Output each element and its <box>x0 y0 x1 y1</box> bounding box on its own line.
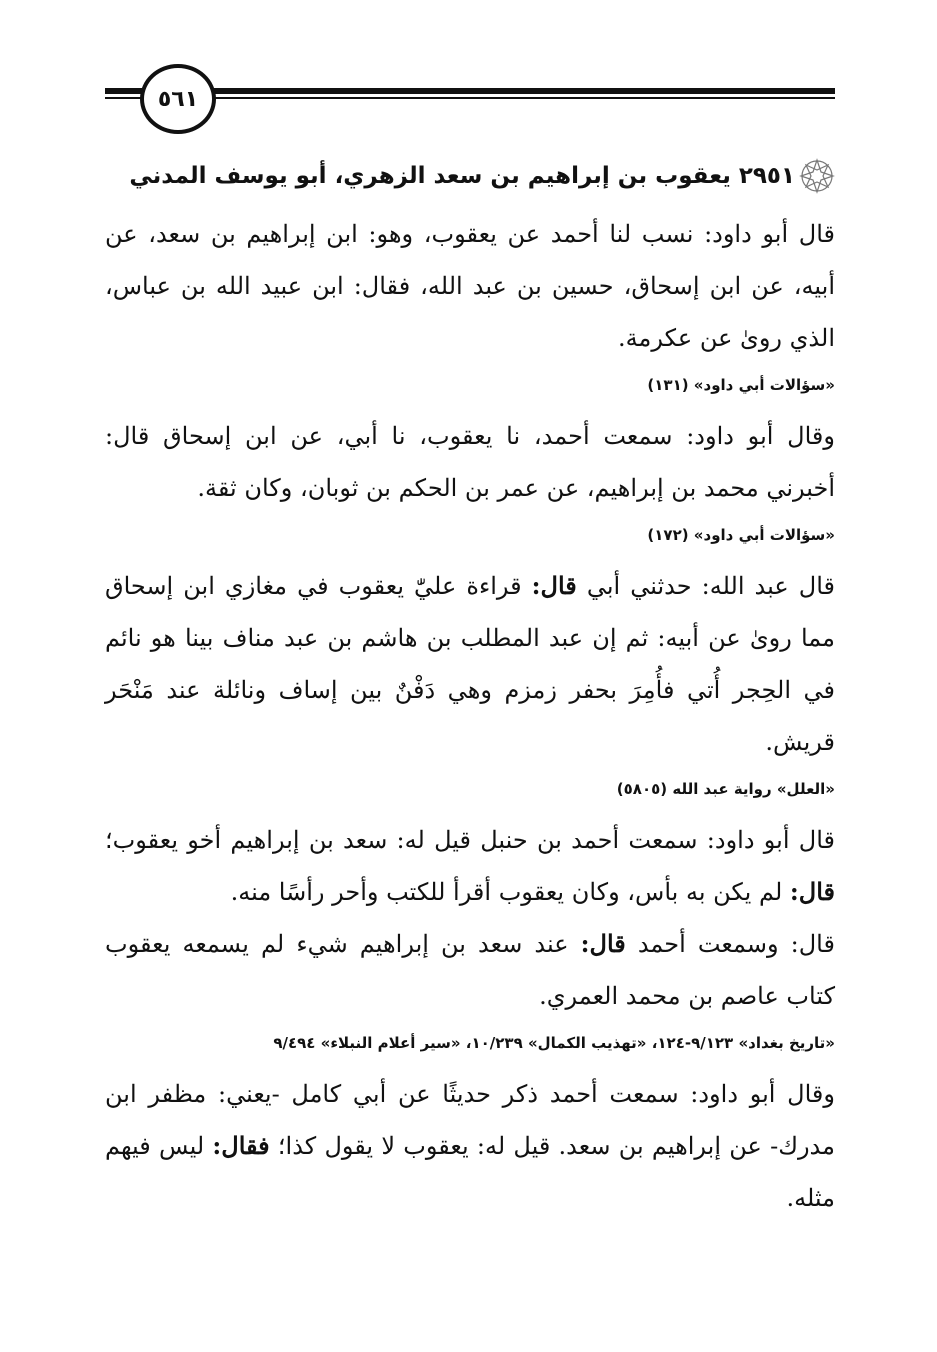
paragraph-5-body: عند سعد بن إبراهيم شيء لم يسمعه يعقوب كتاب عاصم بن محمد العمري. <box>105 930 835 1010</box>
paragraph-5-keyword: قال: <box>580 929 626 958</box>
paragraph-3-intro: قال عبد الله: حدثني أبي <box>586 572 835 600</box>
entry-heading <box>105 158 835 194</box>
source-citation-2: «سؤالات أبي داود» (١٧٢) <box>647 526 835 544</box>
entry-number: ٢٩٥١ <box>738 163 795 189</box>
source-citation-1: «سؤالات أبي داود» (١٣١) <box>647 376 835 394</box>
page-number-badge <box>140 64 216 134</box>
page-content <box>105 150 835 1224</box>
paragraph-5-intro: قال: وسمعت أحمد <box>637 930 835 958</box>
paragraph-1: قال أبو داود: نسب لنا أحمد عن يعقوب، وهو: ابن إبراهيم بن سعد، عن أبيه، عن ابن إسحاق، حسين بن عبد الله، فقال: ابن عبيد الله بن عباس، الذي روىٰ عن عكرمة. <box>105 220 835 352</box>
paragraph-6-keyword: فقال: <box>212 1131 270 1160</box>
star-ornament-icon <box>799 158 835 194</box>
paragraph-4-intro: قال أبو داود: سمعت أحمد بن حنبل قيل له: سعد بن إبراهيم أخو يعقوب؛ <box>105 826 835 854</box>
paragraph-3-keyword: قال: <box>531 571 577 600</box>
entry-number-group <box>739 158 835 194</box>
paragraph-6 <box>105 1068 835 1224</box>
paragraph-5 <box>105 918 835 1022</box>
paragraph-4-body: لم يكن به بأس، وكان يعقوب أقرأ للكتب وأحر رأسًا منه. <box>230 878 783 906</box>
paragraph-4 <box>105 814 835 918</box>
paragraph-3 <box>105 560 835 768</box>
page-number: ٥٦١ <box>157 86 199 112</box>
entry-title: يعقوب بن إبراهيم بن سعد الزهري، أبو يوسف المدني <box>129 163 731 189</box>
paragraph-2: وقال أبو داود: سمعت أحمد، نا يعقوب، نا أبي، عن ابن إسحاق قال: أخبرني محمد بن إبراهيم، عن عمر بن الحكم بن ثوبان، وكان ثقة. <box>105 422 835 502</box>
paragraph-6-intro: وقال أبو داود: سمعت أحمد ذكر حديثًا عن أبي كامل -يعني: مظفر ابن مدرك- عن إبراهيم بن سعد. قيل له: يعقوب لا يقول كذا؛ <box>105 1080 836 1160</box>
paragraph-6-body: ليس فيهم مثله. <box>105 1132 835 1212</box>
source-citation-3: «العلل» رواية عبد الله (٥٨٠٥) <box>616 780 835 798</box>
source-citation-4: «تاريخ بغداد» ٩/١٢٣-١٢٤، «تهذيب الكمال» ١٠/٢٣٩، «سير أعلام النبلاء» ٩/٤٩٤ <box>273 1034 835 1052</box>
paragraph-3-body: قراءة عليّٰ يعقوب في مغازي ابن إسحاق مما روىٰ عن أبيه: ثم إن عبد المطلب بن هاشم بن عبد مناف بينا هو نائم في الحِجر أُتي فأُمِرَ بحفر زمزم وهي دَفْنٌ بين إساف ونائلة عند مَنْحَر قريش. <box>105 572 835 756</box>
paragraph-4-keyword: قال: <box>789 877 835 906</box>
